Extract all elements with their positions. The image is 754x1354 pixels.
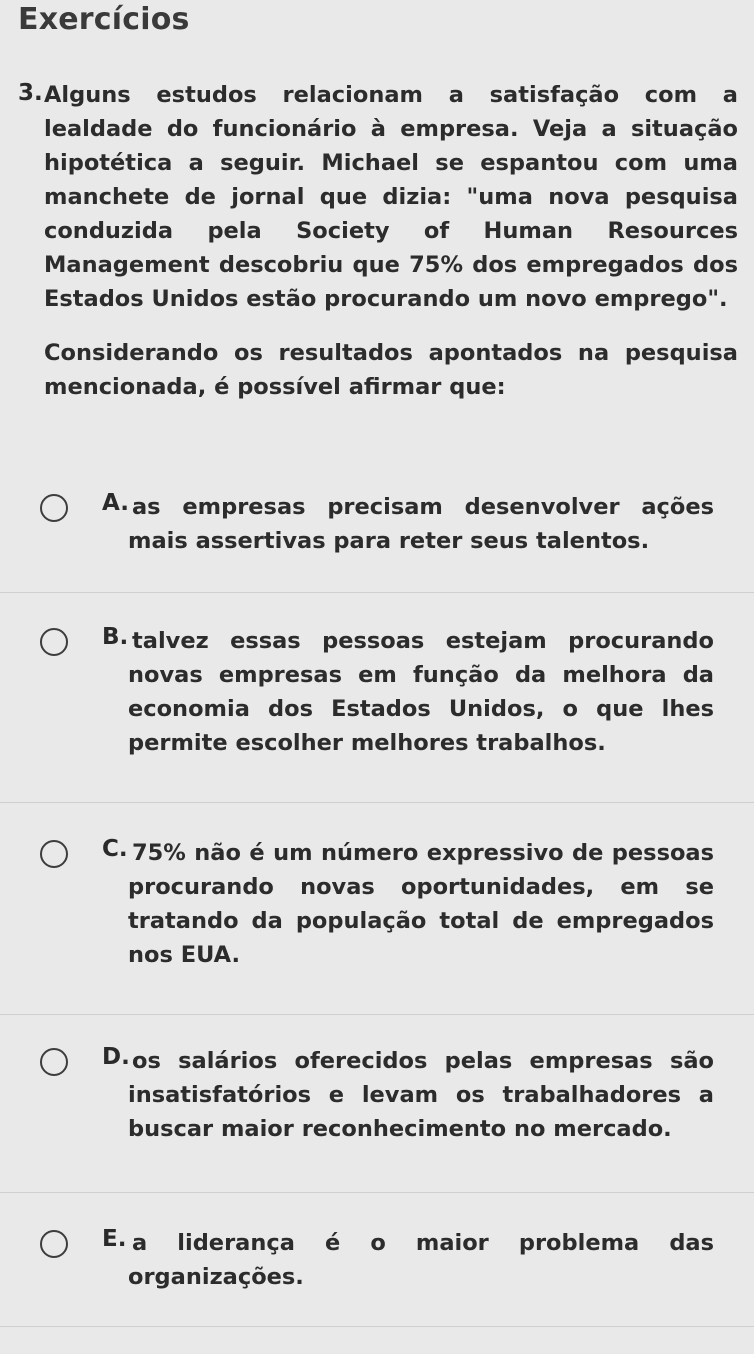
question-number: 3. bbox=[18, 80, 43, 106]
option-c-letter: C. bbox=[102, 836, 128, 862]
option-b-radio[interactable] bbox=[40, 628, 68, 656]
option-b[interactable] bbox=[0, 620, 754, 780]
question-prompt-text: Considerando os resultados apontados na pesquisa mencionada, é possível afirmar que: bbox=[44, 340, 738, 400]
option-e-letter: E. bbox=[102, 1226, 127, 1252]
divider bbox=[0, 592, 754, 593]
question-prompt bbox=[44, 336, 738, 404]
option-a[interactable] bbox=[0, 486, 754, 586]
option-d[interactable] bbox=[0, 1040, 754, 1160]
option-e[interactable] bbox=[0, 1222, 754, 1302]
option-a-radio[interactable] bbox=[40, 494, 68, 522]
question-intro bbox=[44, 78, 738, 312]
option-c[interactable] bbox=[0, 832, 754, 982]
divider bbox=[0, 1326, 754, 1327]
option-d-letter: D. bbox=[102, 1044, 130, 1070]
question-intro-text: Alguns estudos relacionam a satisfação com a lealdade do funcionário à empresa. Veja a situação hipotética a seguir. Michael se espantou com uma manchete de jornal que dizia: "uma nova pesquisa conduzida pela Society of Human Resources Management descobriu que 75% dos empregados dos Estados Unidos estão procurando um novo emprego". bbox=[44, 82, 738, 312]
divider bbox=[0, 802, 754, 803]
option-c-text: 75% não é um número expressivo de pessoas procurando novas oportunidades, em se tratando da população total de empregados nos EUA. bbox=[128, 840, 714, 968]
option-b-letter: B. bbox=[102, 624, 129, 650]
option-a-letter: A. bbox=[102, 490, 129, 516]
section-title: Exercícios bbox=[18, 2, 190, 37]
option-d-text: os salários oferecidos pelas empresas são insatisfatórios e levam os trabalhadores a buscar maior reconhecimento no mercado. bbox=[128, 1048, 714, 1142]
option-d-radio[interactable] bbox=[40, 1048, 68, 1076]
divider bbox=[0, 1014, 754, 1015]
option-c-radio[interactable] bbox=[40, 840, 68, 868]
option-e-radio[interactable] bbox=[40, 1230, 68, 1258]
option-b-text: talvez essas pessoas estejam procurando novas empresas em função da melhora da economia dos Estados Unidos, o que lhes permite escolher melhores trabalhos. bbox=[128, 628, 714, 756]
divider bbox=[0, 1192, 754, 1193]
option-e-text: a liderança é o maior problema das organizações. bbox=[128, 1230, 714, 1290]
option-a-text: as empresas precisam desenvolver ações mais assertivas para reter seus talentos. bbox=[128, 494, 714, 554]
